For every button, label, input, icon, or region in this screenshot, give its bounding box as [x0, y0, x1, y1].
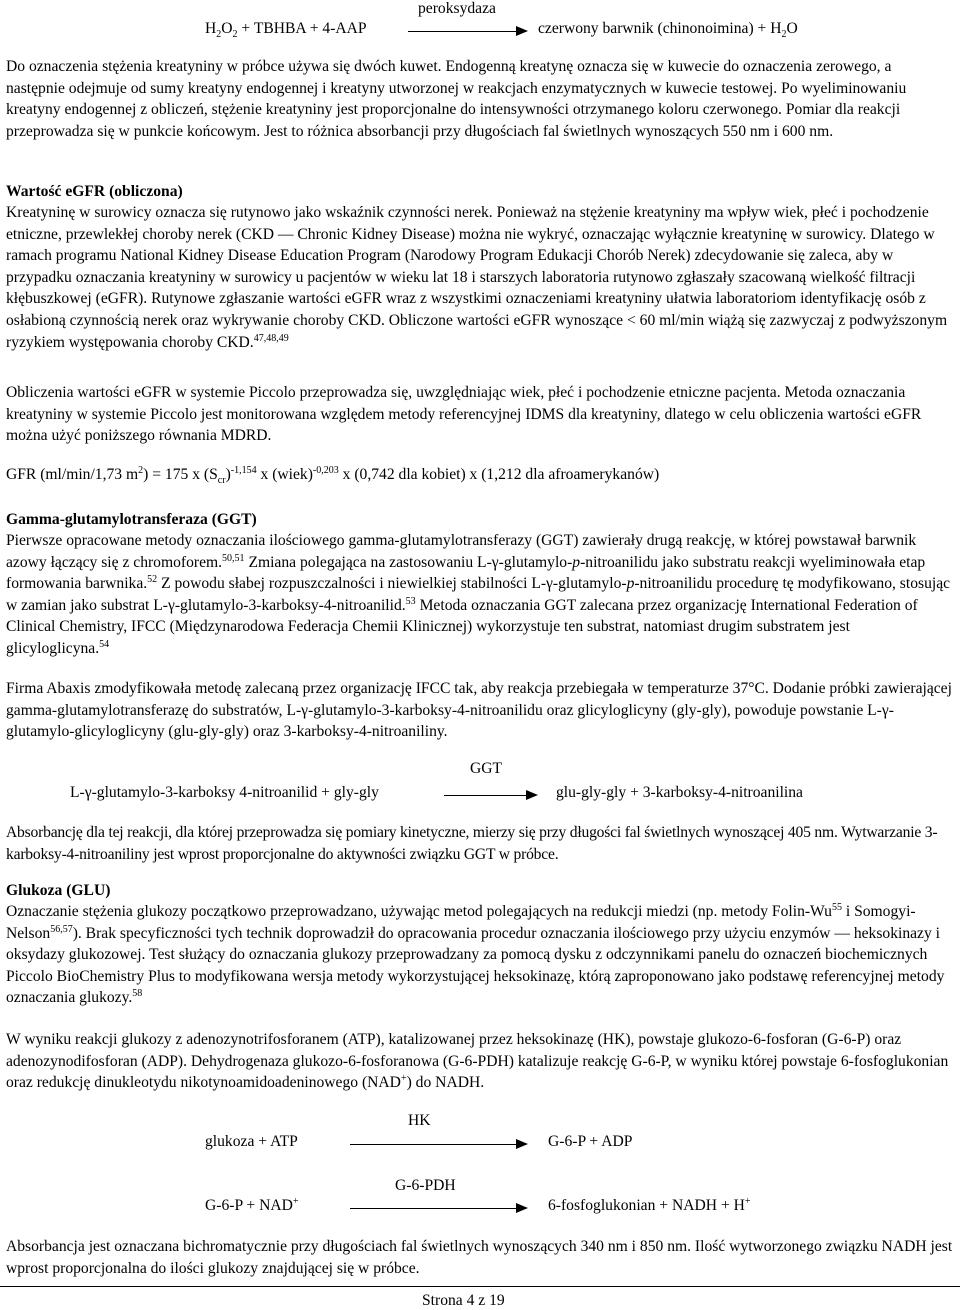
ggt-paragraph-3: Absorbancję dla tej reakcji, dla której przeprowadza się pomiary kinetyczne, mierzy się przy długości fal świetlnych wynoszącej 405 nm. Wytwarzanie 3-karboksy-4-nitroaniliny jest wprost proporcjonalne do aktywności związku GGT w próbce.	[6, 824, 938, 863]
g6pdh-reaction-left: G-6-P + NAD+	[205, 1195, 299, 1214]
footer-divider	[0, 1286, 960, 1287]
mdrd-formula: GFR (ml/min/1,73 $m^2) = 175$ x $(S_{cr})^{-1,154}$ x (wiek)$^{-0,203}$ x (0,742 dla kobiet) x (1,212 dla afroamerykanów)	[6, 464, 660, 487]
hk-reaction-right: G-6-P + ADP	[548, 1133, 633, 1150]
egfr-paragraph-2: Obliczenia wartości eGFR w systemie Piccolo przeprowadza się, uwzględniając wiek, płeć i pochodzenie etniczne pacjenta. Metoda oznaczania kreatyniny w systemie Piccolo jest monitorowana względem metody referencyjnej IDMS dla kreatyniny, dlatego w celu obliczenia wartości eGFR można użyć poniższego równania MDRD.	[6, 384, 922, 445]
reaction-right: czerwony barwnik (chinonoimina) + $H_2O$	[538, 20, 798, 41]
creatinine-paragraph: Do oznaczenia stężenia kreatyniny w próbce używa się dwóch kuwet. Endogenną kreatynę oznacza się w kuwecie do oznaczenia zerowego, a następnie odejmuje od sumy kreatyny endogennej i kreatyny utworzonej w reakcjach enzymatycznych w kuwecie testowej. Po wyeliminowaniu kreatyny endogennej z obliczeń, stężenie kreatyniny jest proporcjonalne do intensywności otrzymanego koloru czerwonego. Pomiar dla reakcji przeprowadza się w punkcie końcowym. Jest to różnica absorbancji przy długościach fal świetlnych wynoszących 550 nm i 600 nm.	[6, 58, 907, 140]
reaction-left: $H_2O_2$ + TBHBA + 4-AAP	[205, 20, 367, 41]
egfr-heading: Wartość eGFR (obliczona)	[6, 183, 183, 200]
ggt-paragraph-2: Firma Abaxis zmodyfikowała metodę zalecaną przez organizację IFCC tak, aby reakcja przebiegała w temperaturze 37°C. Dodanie próbki zawierającej gamma-glutamylotransferazę do substratów, L-γ-glutamylo-3-karboksy-4-nitroanilidu oraz glicyloglicyny (gly-gly), powoduje powstanie L-γ-glutamylo-glicyloglicyny (glu-gly-gly) oraz 3-karboksy-4-nitroaniliny.	[6, 680, 952, 741]
page-number: Strona 4 z 19	[422, 1292, 505, 1309]
hk-reaction-label: HK	[408, 1112, 431, 1129]
g6pdh-reaction-right: 6-fosfoglukonian + NADH + H+	[548, 1195, 751, 1214]
ggt-reaction-arrow	[444, 795, 536, 796]
hk-reaction-left: glukoza + ATP	[205, 1133, 298, 1150]
hk-reaction-arrow	[350, 1144, 526, 1145]
ggt-reaction-label: GGT	[470, 760, 503, 777]
g6pdh-reaction-label: G-6-PDH	[395, 1177, 456, 1194]
glu-paragraph-2: W wyniku reakcji glukozy z adenozynotrifosforanem (ATP), katalizowanej przez heksokinazę (HK), powstaje glukozo-6-fosforan (G-6-P) oraz adenozynodifosforan (ADP). Dehydrogenaza glukozo-6-fosforanowa (G-6-PDH) katalizuje reakcję G-6-P, w wyniku której powstaje 6-fosfoglukonian oraz redukcję dinukleotydu nikotynoamidoadeninowego (NAD+) do NADH.	[6, 1031, 949, 1092]
g6pdh-reaction-arrow	[350, 1208, 526, 1209]
reaction-arrow	[408, 31, 526, 32]
ggt-paragraph-1: Pierwsze opracowane metody oznaczania ilościowego gamma-glutamylotransferazy (GGT) zawierały drugą reakcję, w której powstawał barwnik azowy łączący się z chromoforem.$^{50,51}$ Zmiana polegająca na zastosowaniu L-γ-glutamylo-p-nitroanilidu jako substratu reakcji wyeliminowała etap formowania barwnika.$^{52}$ Z powodu słabej rozpuszczalności i niewielkiej stabilności L-γ-glutamylo-p-nitroanilidu procedurę tę modyfikowano, stosując w zamian jako substrat L-γ-glutamylo-3-karboksy-4-nitroanilid.$^{53}$ Metoda oznaczania GGT zalecana przez organizację International Federation of Clinical Chemistry, IFCC (Międzynarodowa Federacja Chemii Klinicznej) wykorzystuje ten substrat, natomiast drugim substratem jest glicyloglicyna.$^{54}$	[6, 532, 951, 657]
ggt-reaction-left: L-γ-glutamylo-3-karboksy 4-nitroanilid + gly-gly	[70, 784, 379, 801]
glu-paragraph-1: Oznaczanie stężenia glukozy początkowo przeprowadzano, używając metod polegających na redukcji miedzi (np. metody Folin-Wu$^{55}$ i Somogyi-Nelson$^{56,57}$). Brak specyficzności tych technik doprowadził do opracowania procedur oznaczania ilościowego przy użyciu enzymów — heksokinazy i oksydazy glukozowej. Test służący do oznaczania glukozy przeprowadzany za pomocą dysku z odczynnikami panelu do oznaczeń biochemicznych Piccolo BioChemistry Plus to modyfikowana wersja metody wykorzystującej heksokinazę, którą zaproponowano jako podstawę referencyjnej metody oznaczania glukozy.$^{58}$	[6, 901, 945, 1007]
ggt-reaction-right: glu-gly-gly + 3-karboksy-4-nitroanilina	[556, 784, 803, 801]
reaction-label-peroxidase: peroksydaza	[418, 0, 496, 17]
ggt-heading: Gamma-glutamylotransferaza (GGT)	[6, 511, 257, 528]
egfr-paragraph-1: Kreatyninę w surowicy oznacza się rutynowo jako wskaźnik czynności nerek. Ponieważ na stężenie kreatyniny ma wpływ wiek, płeć i pochodzenie etniczne, przewlekłej choroby nerek (CKD — Chronic Kidney Disease) można nie wykryć, oznaczając wyłącznie kreatyninę w surowicy. Dlatego w ramach programu National Kidney Disease Education Program (Narodowy Program Edukacji Chorób Nerek) zdecydowanie się zaleca, aby w przypadku oznaczania kreatyniny w surowicy u pacjentów w wieku lat 18 i starszych laboratoria rutynowo zgłaszały szacowaną wielkość filtracji kłębuszkowej (eGFR). Rutynowe zgłaszanie wartości eGFR wraz z wszystkimi oznaczeniami kreatyniny ułatwia laboratoriom identyfikację osób z osłabioną czynnością nerek oraz wykrywanie choroby CKD. Obliczone wartości eGFR wynoszące < 60 ml/min wiążą się zazwyczaj z podwyższonym ryzykiem występowania choroby CKD.$^{47,48,49}$	[6, 204, 948, 351]
glu-heading: Glukoza (GLU)	[6, 882, 111, 899]
glu-paragraph-3: Absorbancja jest oznaczana bichromatycznie przy długościach fal świetlnych wynoszących 340 nm i 850 nm. Ilość wytworzonego związku NADH jest wprost proporcjonalna do ilości glukozy znajdującej się w próbce.	[6, 1238, 953, 1277]
